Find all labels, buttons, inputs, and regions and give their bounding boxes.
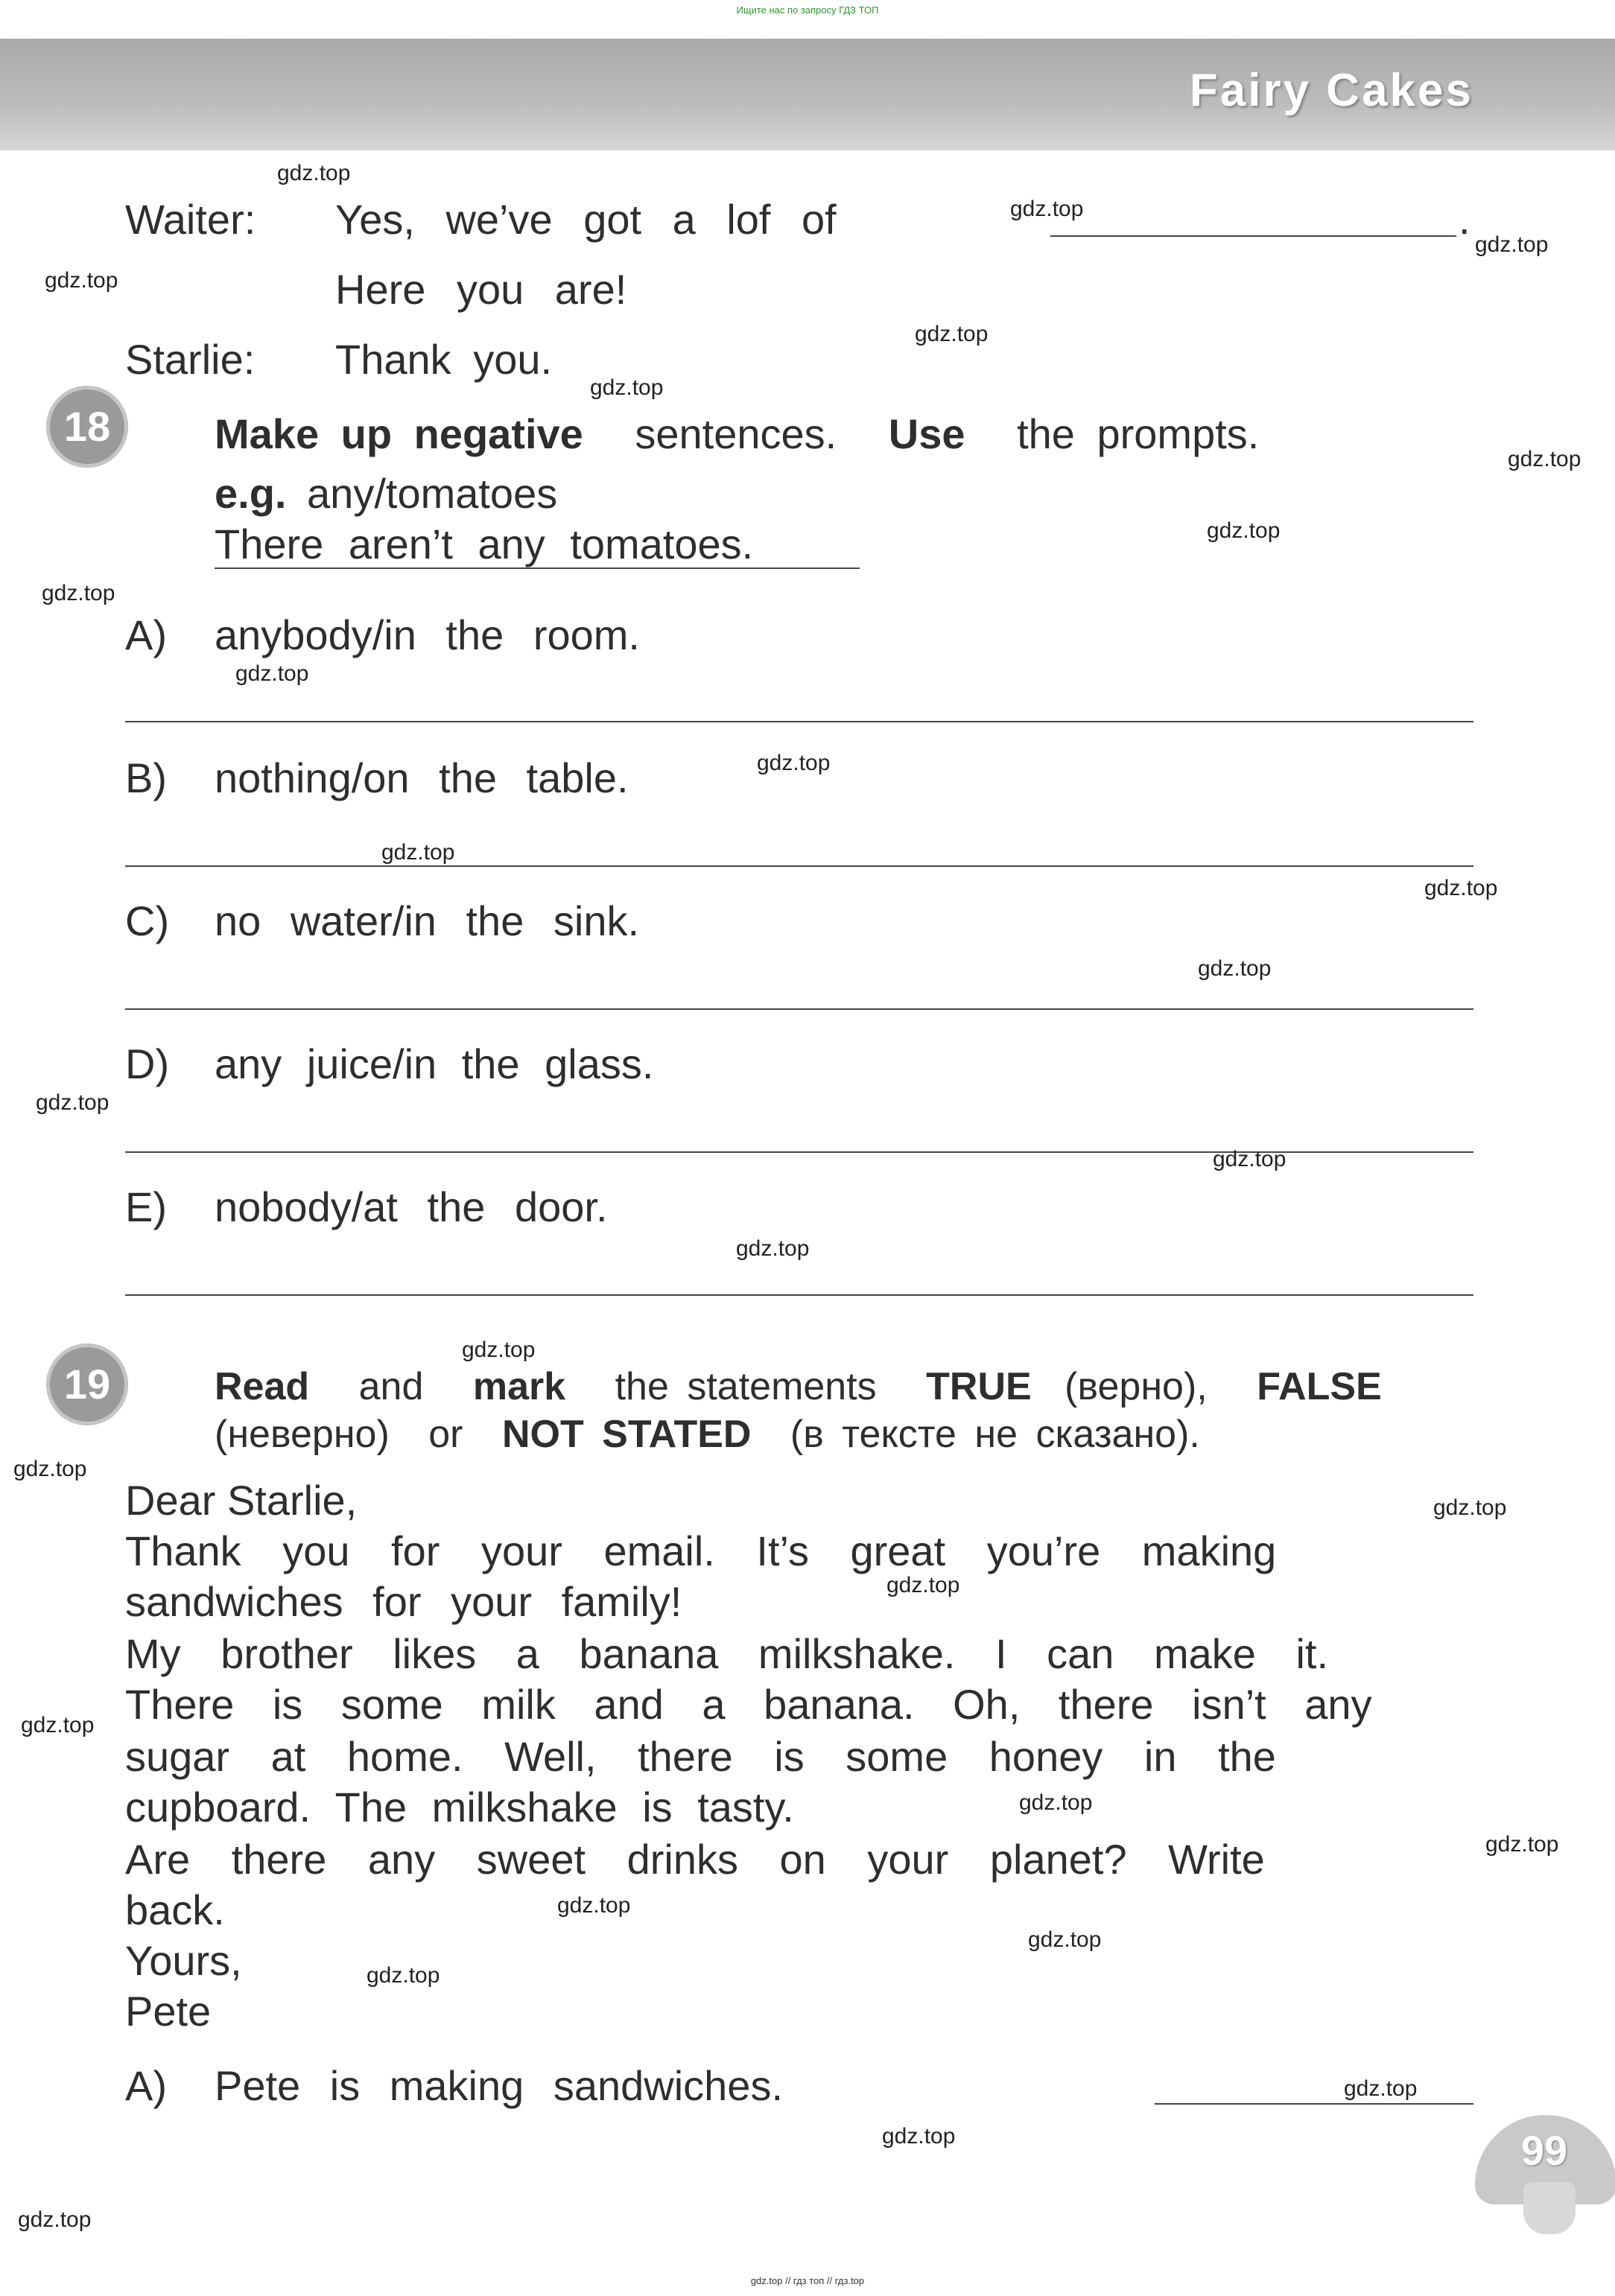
letter-line: cupboard. The milkshake is tasty. [125, 1784, 794, 1831]
instruction-true-ru: (верно), [1064, 1365, 1208, 1408]
exercise-19-instructions-line-2 [215, 1412, 1200, 1457]
watermark: gdz.top [1207, 518, 1281, 543]
example-label: e.g. [215, 470, 287, 517]
watermark: gdz.top [1019, 1790, 1093, 1815]
answer-line [1155, 2103, 1473, 2105]
watermark: gdz.top [13, 1457, 87, 1481]
waiter-line-2: Here you are! [335, 266, 627, 313]
watermark: gdz.top [757, 751, 831, 775]
instruction-bold-1: Make up negative [215, 410, 583, 457]
item-d-text: any juice/in the glass. [215, 1040, 654, 1087]
watermark: gdz.top [367, 1963, 440, 1988]
watermark: gdz.top [557, 1893, 631, 1918]
watermark: gdz.top [1344, 2076, 1418, 2101]
answer-line [125, 721, 1473, 722]
instruction-or: or [428, 1413, 463, 1456]
item-a-letter: A) [125, 611, 167, 658]
instruction-mid: sentences. [635, 410, 837, 457]
instruction-read: Read [215, 1365, 310, 1408]
watermark: gdz.top [1198, 956, 1272, 981]
watermark: gdz.top [462, 1338, 536, 1362]
instruction-and: and [358, 1365, 424, 1408]
watermark: gdz.top [277, 161, 351, 185]
watermark: gdz.top [915, 322, 989, 346]
instruction-false: FALSE [1257, 1365, 1382, 1408]
instruction-not-stated: NOT STATED [501, 1413, 752, 1456]
answer-line [125, 1294, 1473, 1296]
watermark: gdz.top [590, 375, 664, 400]
exercise-19-badge: 19 [46, 1343, 128, 1425]
waiter-line-1-end: . [1459, 196, 1470, 243]
watermark: gdz.top [42, 581, 115, 605]
item-e-text: nobody/at the door. [215, 1183, 608, 1230]
instruction-end: the prompts. [1017, 410, 1260, 457]
watermark: gdz.top [1213, 1147, 1286, 1171]
item-e-letter: E) [125, 1183, 167, 1230]
instruction-not-stated-ru: (в тексте не сказано). [790, 1413, 1200, 1456]
bottom-note: gdz.top // гдз топ // гдз.top [750, 2275, 865, 2286]
answer-line [1050, 235, 1456, 237]
watermark: gdz.top [21, 1713, 95, 1737]
watermark: gdz.top [1508, 447, 1581, 471]
top-note: Ищите нас по запросу ГДЗ ТОП [736, 4, 879, 16]
instruction-true: TRUE [926, 1365, 1032, 1408]
exercise-18-instructions [215, 410, 1259, 458]
letter-line: Yours, [125, 1937, 242, 1984]
watermark: gdz.top [1433, 1495, 1507, 1520]
instruction-mark: mark [472, 1365, 566, 1408]
instruction-statements: the statements [615, 1365, 877, 1408]
example-answer-underline [215, 567, 860, 569]
item-c-letter: C) [125, 897, 170, 944]
item-b-letter: B) [125, 754, 167, 801]
watermark: gdz.top [1485, 1832, 1559, 1857]
watermark: gdz.top [882, 2124, 956, 2149]
letter-line: sandwiches for your family! [125, 1578, 682, 1625]
watermark: gdz.top [1028, 1927, 1102, 1952]
watermark: gdz.top [1475, 232, 1549, 257]
watermark: gdz.top [1424, 876, 1498, 900]
waiter-speaker: Waiter: [125, 196, 256, 243]
watermark: gdz.top [45, 268, 118, 293]
watermark: gdz.top [736, 1236, 810, 1261]
page-number: 99 [1520, 2127, 1568, 2174]
answer-line [125, 865, 1473, 867]
example-answer: There aren’t any tomatoes. [215, 521, 754, 567]
watermark: gdz.top [18, 2207, 92, 2232]
watermark: gdz.top [235, 661, 309, 686]
item-a-text: anybody/in the room. [215, 611, 640, 658]
instruction-bold-2: Use [888, 410, 965, 457]
letter-line: Pete [125, 1988, 212, 2035]
letter-line: back. [125, 1886, 225, 1933]
statement-a-letter: A) [125, 2062, 167, 2109]
page-title: Fairy Cakes [1189, 65, 1473, 116]
starlie-line: Thank you. [335, 336, 553, 383]
watermark: gdz.top [886, 1573, 960, 1597]
answer-line [125, 1008, 1473, 1010]
waiter-line-1: Yes, we’ve got a lof of [335, 196, 837, 243]
exercise-18-badge: 18 [46, 386, 128, 468]
instruction-false-ru: (неверно) [215, 1413, 390, 1456]
letter-line: There is some milk and a banana. Oh, there isn’t any [125, 1681, 1372, 1728]
letter-line: My brother likes a banana milkshake. I can make it. [125, 1630, 1329, 1677]
exercise-19-instructions-line-1 [215, 1364, 1382, 1409]
mushroom-stem [1523, 2182, 1576, 2234]
item-b-text: nothing/on the table. [215, 754, 629, 801]
letter-line: Dear Starlie, [125, 1477, 358, 1524]
statement-a-text: Pete is making sandwiches. [215, 2062, 784, 2109]
letter-line: Are there any sweet drinks on your planet? Write [125, 1836, 1265, 1883]
watermark: gdz.top [36, 1090, 110, 1115]
item-d-letter: D) [125, 1040, 170, 1087]
example-prompt: any/tomatoes [307, 470, 558, 517]
letter-line: sugar at home. Well, there is some honey in the [125, 1733, 1276, 1780]
watermark: gdz.top [381, 840, 455, 865]
letter-line: Thank you for your email. It’s great you’re making [125, 1527, 1277, 1574]
watermark: gdz.top [1010, 197, 1084, 221]
example-line [215, 469, 557, 518]
starlie-speaker: Starlie: [125, 336, 256, 383]
item-c-text: no water/in the sink. [215, 897, 640, 944]
